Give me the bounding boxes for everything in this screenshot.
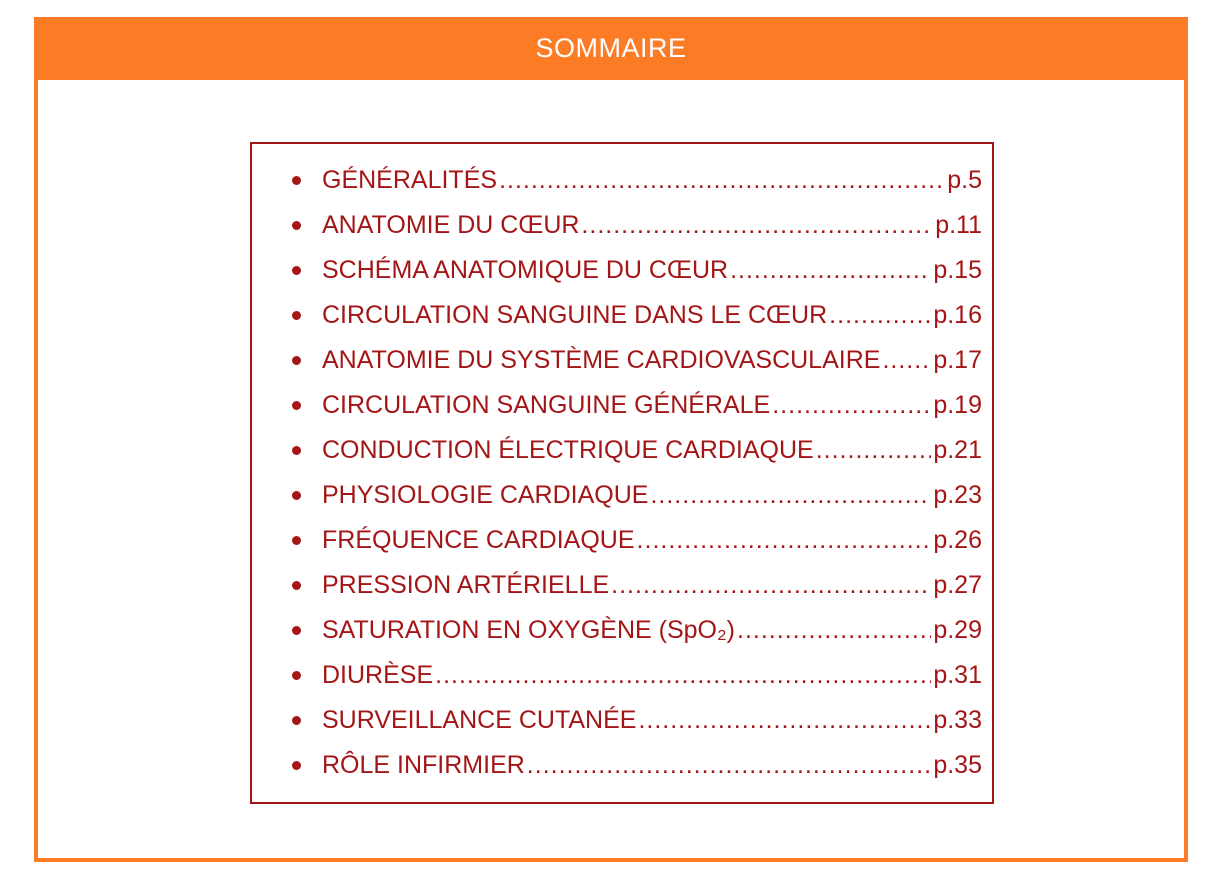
toc-item-surveillance[interactable] [292,698,982,743]
dot-leader [637,518,932,563]
toc-item-title: RÔLE INFIRMIER [322,751,525,779]
toc-item-page: p.19 [933,391,982,419]
toc-item-page: p.16 [933,301,982,329]
toc-item-title: ANATOMIE DU CŒUR [322,211,580,239]
bullet-icon [292,536,301,545]
toc-item-page: p.15 [933,256,982,284]
toc-item-saturation[interactable] [292,608,982,653]
bullet-icon [292,581,301,590]
toc-item-generalites[interactable] [292,158,982,203]
toc-item-title: PRESSION ARTÉRIELLE [322,571,610,599]
bullet-icon [292,716,301,725]
bullet-icon [292,311,301,320]
dot-leader [435,653,931,698]
dot-leader [499,158,945,203]
bullet-icon [292,671,301,680]
toc-item-page: p.21 [933,436,982,464]
toc-item-title: GÉNÉRALITÉS [322,166,498,194]
bullet-icon [292,221,301,230]
toc-item-title: CIRCULATION SANGUINE GÉNÉRALE [322,391,771,419]
dot-leader [737,608,931,653]
dot-leader [638,698,931,743]
toc-item-diurese[interactable] [292,653,982,698]
toc-item-page: p.26 [933,526,982,554]
toc-list [292,158,982,788]
dot-leader [882,338,931,383]
toc-item-title: SURVEILLANCE CUTANÉE [322,706,637,734]
toc-item-anatomie-systeme[interactable] [292,338,982,383]
toc-item-page: p.27 [933,571,982,599]
dot-leader [829,293,931,338]
dot-leader [816,428,932,473]
toc-item-title: DIURÈSE [322,661,434,689]
toc-item-page: p.29 [933,616,982,644]
summary-title: SOMMAIRE [535,33,687,63]
bullet-icon [292,626,301,635]
toc-item-page: p.11 [935,211,982,239]
bullet-icon [292,266,301,275]
toc-item-page: p.35 [933,751,982,779]
bullet-icon [292,491,301,500]
dot-leader [772,383,931,428]
dot-leader [581,203,933,248]
summary-frame [34,17,1188,862]
toc-item-title: FRÉQUENCE CARDIAQUE [322,526,635,554]
toc-item-title: CIRCULATION SANGUINE DANS LE CŒUR [322,301,828,329]
toc-item-physiologie[interactable] [292,473,982,518]
dot-leader [650,473,931,518]
dot-leader [527,743,932,788]
toc-item-page: p.33 [933,706,982,734]
toc-item-title: PHYSIOLOGIE CARDIAQUE [322,481,649,509]
dot-leader [730,248,931,293]
table-of-contents [250,142,994,804]
toc-item-frequence[interactable] [292,518,982,563]
toc-item-title: ANATOMIE DU SYSTÈME CARDIOVASCULAIRE [322,346,881,374]
toc-item-page: p.31 [933,661,982,689]
toc-item-page: p.17 [933,346,982,374]
toc-item-page: p.5 [947,166,982,194]
toc-item-circulation-generale[interactable] [292,383,982,428]
toc-item-role-infirmier[interactable] [292,743,982,788]
toc-item-anatomie-du-coeur[interactable] [292,203,982,248]
toc-item-schema-anatomique[interactable] [292,248,982,293]
bullet-icon [292,356,301,365]
toc-item-pression[interactable] [292,563,982,608]
bullet-icon [292,401,301,410]
bullet-icon [292,761,301,770]
bullet-icon [292,176,301,185]
toc-item-title: SCHÉMA ANATOMIQUE DU CŒUR [322,256,729,284]
summary-header [34,17,1188,80]
bullet-icon [292,446,301,455]
toc-item-page: p.23 [933,481,982,509]
toc-item-title: SATURATION EN OXYGÈNE (SpO₂) [322,616,736,644]
toc-item-circulation-coeur[interactable] [292,293,982,338]
toc-item-title: CONDUCTION ÉLECTRIQUE CARDIAQUE [322,436,814,464]
toc-item-conduction-electrique[interactable] [292,428,982,473]
dot-leader [611,563,931,608]
